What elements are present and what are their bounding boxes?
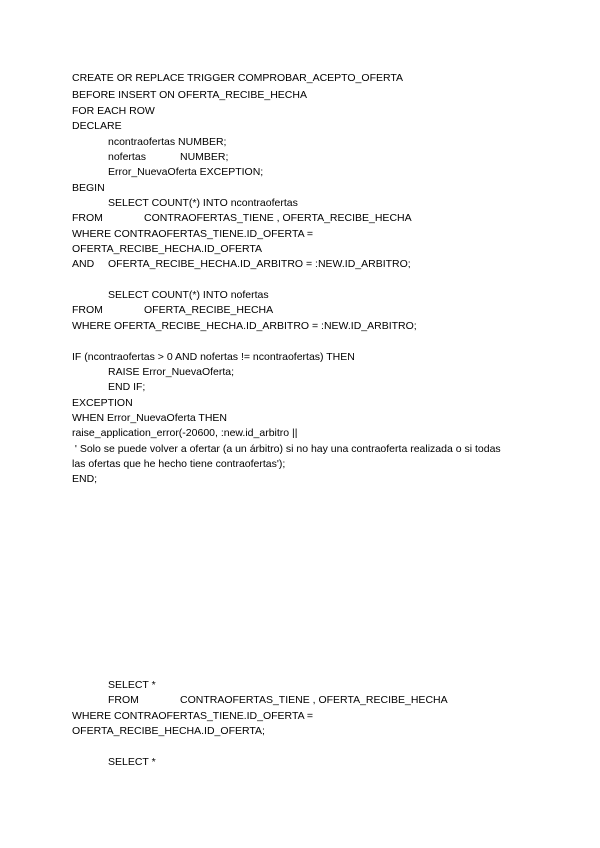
code-line-from-tables-2: OFERTA_RECIBE_HECHA [144, 304, 274, 316]
code-line-exception: EXCEPTION [72, 397, 133, 409]
code-line-error-message: ' Solo se puede volver a ofertar (a un árbitro) si no hay una contraoferta realizada o si todas [72, 443, 501, 455]
code-line-raise-application-error: raise_application_error(-20600, :new.id_arbitro || [72, 427, 298, 439]
code-line-for-each-row: FOR EACH ROW [72, 105, 155, 117]
code-line-end-if: END IF; [108, 381, 146, 393]
code-line-decl-ncontraofertas: ncontraofertas NUMBER; [108, 136, 227, 148]
code-line-when-handler: WHEN Error_NuevaOferta THEN [72, 412, 228, 424]
code-line-select-star-2: SELECT * [108, 756, 156, 768]
code-line-select-count-1: SELECT COUNT(*) INTO ncontraofertas [108, 197, 298, 209]
code-line-error-message-cont: las ofertas que he hecho tiene contraofertas'); [72, 458, 286, 470]
code-line-if-condition: IF (ncontraofertas > 0 AND nofertas != ncontraofertas) THEN [72, 351, 355, 363]
code-line-begin: BEGIN [72, 182, 105, 194]
code-line-and-condition: OFERTA_RECIBE_HECHA.ID_ARBITRO = :NEW.ID_ARBITRO; [108, 258, 411, 270]
code-line-from-tables-3: CONTRAOFERTAS_TIENE , OFERTA_RECIBE_HECHA [180, 694, 448, 706]
code-line-before-insert: BEFORE INSERT ON OFERTA_RECIBE_HECHA [72, 89, 307, 101]
code-line-from-keyword-3: FROM [108, 694, 139, 706]
code-line-declare: DECLARE [72, 120, 122, 132]
code-line-where-1-cont: OFERTA_RECIBE_HECHA.ID_OFERTA [72, 243, 263, 255]
code-line-select-count-2: SELECT COUNT(*) INTO nofertas [108, 289, 269, 301]
code-line-from-keyword-1: FROM [72, 212, 103, 224]
code-line-where-3: WHERE CONTRAOFERTAS_TIENE.ID_OFERTA = [72, 710, 314, 722]
code-line-decl-exception: Error_NuevaOferta EXCEPTION; [108, 166, 264, 178]
code-line-where-1: WHERE CONTRAOFERTAS_TIENE.ID_OFERTA = [72, 228, 314, 240]
code-line-and-keyword: AND [72, 258, 95, 270]
code-line-decl-nofertas-name: nofertas [108, 151, 146, 163]
code-line-decl-nofertas-type: NUMBER; [180, 151, 229, 163]
code-line-from-keyword-2: FROM [72, 304, 103, 316]
code-line-where-2: WHERE OFERTA_RECIBE_HECHA.ID_ARBITRO = :NEW.ID_ARBITRO; [72, 320, 417, 332]
code-line-raise: RAISE Error_NuevaOferta; [108, 366, 235, 378]
code-line-end: END; [72, 473, 98, 485]
code-line-select-star-1: SELECT * [108, 679, 156, 691]
code-line-create-trigger: CREATE OR REPLACE TRIGGER COMPROBAR_ACEPTO_OFERTA [72, 72, 404, 84]
code-line-where-3-cont: OFERTA_RECIBE_HECHA.ID_OFERTA; [72, 725, 265, 737]
code-line-from-tables-1: CONTRAOFERTAS_TIENE , OFERTA_RECIBE_HECHA [144, 212, 412, 224]
